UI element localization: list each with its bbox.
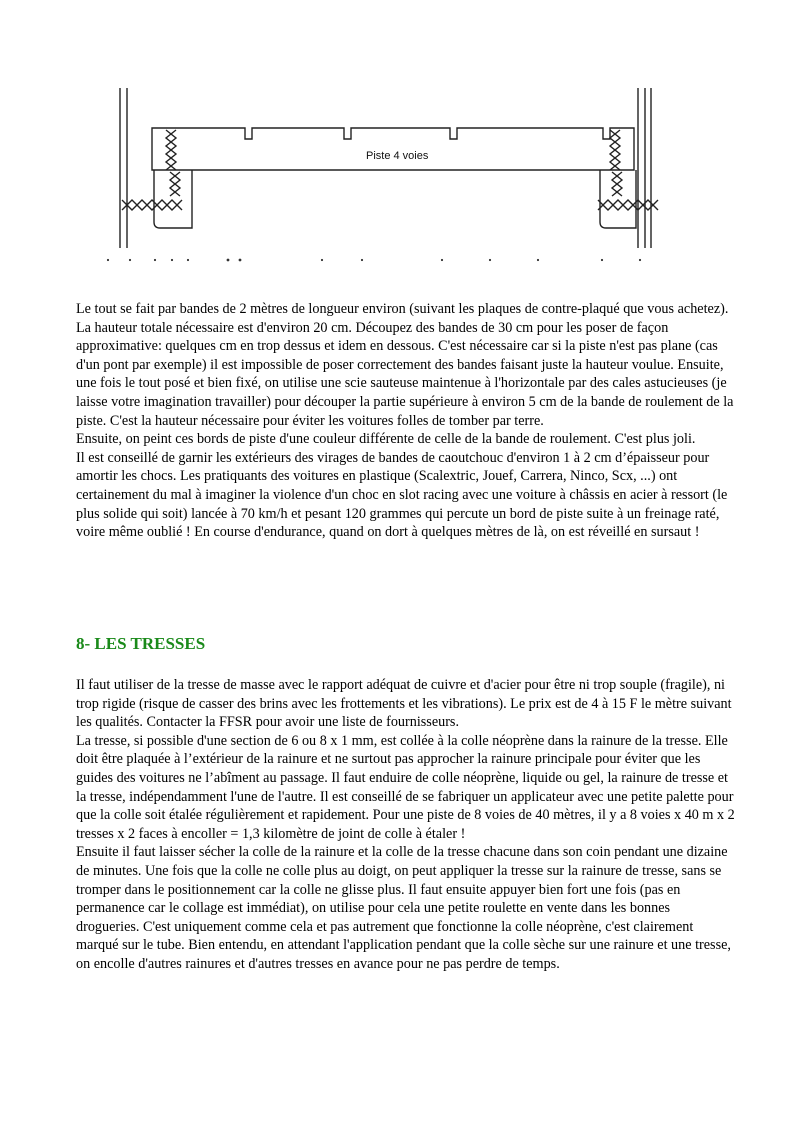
track-cross-section-diagram: [100, 82, 690, 272]
section-2-body: [76, 676, 736, 974]
paragraph: Le tout se fait par bandes de 2 mètres de longueur environ (suivant les plaques de contre-plaqué que vous achetez).: [76, 301, 729, 317]
paragraph: La hauteur totale nécessaire est d'environ 20 cm. Découpez des bandes de 30 cm pour les poser de façon approximative: quelques cm en trop dessus et idem en dessous. C'est nécessaire car si la piste n'est pas plane (cas d'un pont par exemple) il est impossible de poser correctement des bandes faisant juste la hauteur voulue. Ensuite, une fois le tout posé et bien fixé, on utilise une scie sauteuse maintenue à l'horizontale par des cales astucieuses (je laisse votre imagination travailler) pour découper la partie supérieure à environ 5 cm de la bande de roulement de la piste. C'est la hauteur nécessaire pour éviter les voitures folles de tomber par terre.: [76, 319, 734, 429]
section-heading: 8- LES TRESSES: [76, 634, 206, 653]
section-1-body: [76, 300, 736, 542]
diagram-svg: [100, 82, 690, 272]
track-label: Piste 4 voies: [366, 150, 429, 162]
paragraph: Ensuite, on peint ces bords de piste d'une couleur différente de celle de la bande de roulement. C'est plus joli.: [76, 431, 696, 448]
paragraph: La tresse, si possible d'une section de 6 ou 8 x 1 mm, est collée à la colle néoprène dans la rainure de la tresse. Elle doit être plaquée à l’extérieur de la rainure et ne surtout pas approcher la rainure principale pour éviter que les guides des voitures ne l’abîment au passage. Il faut enduire de colle néoprène, liquide ou gel, la rainure de tresse et la tresse, indépendamment l'une de l'autre. Il est conseillé de se fabriquer un applicateur avec une petite palette pour que la colle soit étalée régulièrement et rapidement. Pour une piste de 8 voies de 40 mètres, il y a 8 voies x 40 m x 2 tresses x 2 faces à encoller = 1,3 kilomètre de joint de colle à étaler !: [76, 732, 735, 842]
paragraph: Ensuite il faut laisser sécher la colle de la rainure et la colle de la tresse chacune dans son coin pendant une dizaine de minutes. Une fois que la colle ne colle plus au doigt, on peut appliquer la tresse sur la rainure de tresse, sans se tromper dans le positionnement car la colle ne glisse plus. Il faut ensuite appuyer bien fort une fois (pas en permanence car le collage est immédiat), on utilise pour cela une petite roulette en vente dans les bonnes drogueries. C'est uniquement comme cela et pas autrement que fonctionne la colle néoprène, c'est clairement marqué sur le tube. Bien entendu, en attendant l'application pendant que la colle sèche sur une rainure et une tresse, on encolle d'autres rainures et d'autres tresses en avance pour ne pas perdre de temps.: [76, 844, 731, 972]
paragraph: Il est conseillé de garnir les extérieurs des virages de bandes de caoutchouc d'environ 1 à 2 cm d’épaisseur pour amortir les chocs. Les pratiquants des voitures en plastique (Scalextric, Jouef, Carrera, Ninco, Scx, ...) ont certainement du mal à imaginer la violence d'un choc en slot racing avec une voiture à châssis en acier à ressort (le plus solide qui soit) lancée à 70 km/h et pesant 120 grammes qui percute un bord de piste suite à un freinage raté, voire même oublié ! En course d'endurance, quand on dort à quelques mètres de là, on est réveillé en sursaut !: [76, 449, 728, 541]
paragraph: Il faut utiliser de la tresse de masse avec le rapport adéquat de cuivre et d'acier pour être ni trop souple (fragile), ni trop rigide (risque de casser des brins avec les frottements et les vibrations). Le prix est de 4 à 15 F le mètre suivant les qualités. Contacter la FFSR pour avoir une liste de fournisseurs.: [76, 677, 732, 731]
